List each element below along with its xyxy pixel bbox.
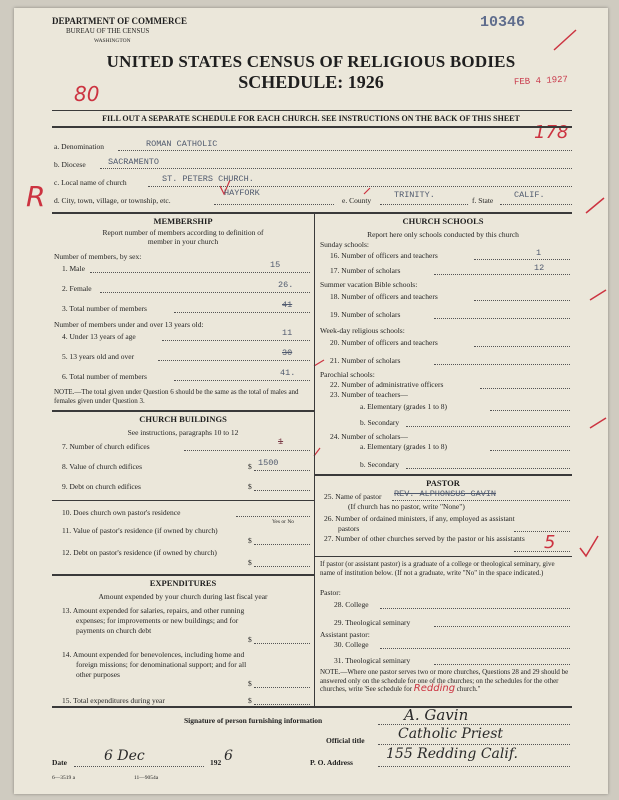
q13-currency: $	[248, 635, 252, 644]
rule	[52, 212, 572, 214]
denomination-value: ROMAN CATHOLIC	[146, 139, 218, 149]
date-label: Date	[52, 758, 67, 767]
q12-currency: $	[248, 558, 252, 567]
q17-value: 12	[534, 263, 545, 273]
mark-letter-r: R	[26, 180, 46, 213]
fill-line	[490, 450, 570, 451]
q27-value: 5	[544, 532, 556, 553]
rule	[52, 126, 572, 128]
census-form-page	[14, 8, 608, 794]
fill-line	[500, 204, 572, 205]
q13-label: 13. Amount expended for salaries, repairs, and other running expenses; for improvements or new buildings; and for payments on church debt	[62, 606, 245, 635]
check-mark-icon	[364, 188, 370, 194]
pastor-note: NOTE.—Where one pastor serves two or more churches, Questions 28 and 29 should be answered only on the schedule for one of the churches; on the schedules for the other churches, write 'See schedule for Redding church."	[320, 668, 569, 694]
fill-line	[392, 500, 570, 501]
q15-label: 15. Total expenditures during year	[62, 696, 165, 705]
q23-label: 23. Number of teachers—	[330, 390, 408, 399]
local-name-value: ST. PETERS CHURCH.	[162, 174, 254, 184]
q9-currency: $	[248, 482, 252, 491]
q9-label: 9. Debt on church edifices	[62, 482, 141, 491]
membership-intro-1: Report number of members according to definition of	[102, 228, 264, 237]
fill-line	[254, 566, 310, 567]
fill-line	[254, 687, 310, 688]
signature-value: A. Gavin	[404, 706, 469, 724]
q24a-label: a. Elementary (grades 1 to 8)	[360, 442, 448, 451]
fill-line	[434, 364, 570, 365]
summer-label: Summer vacation Bible schools:	[320, 280, 418, 289]
expenditures-heading: EXPENDITURES	[149, 578, 217, 588]
fill-line	[214, 204, 334, 205]
year-prefix: 192	[210, 758, 222, 767]
graduate-note: If pastor (or assistant pastor) is a graduate of a college or theological seminary, give name of institution below. (If not a graduate, write "No" in the space indicated.)	[320, 560, 555, 577]
buildings-subheading: See instructions, paragraphs 10 to 12	[127, 428, 239, 437]
q7-label: 7. Number of church edifices	[62, 442, 150, 451]
q21-label: 21. Number of scholars	[330, 356, 401, 365]
fill-line	[380, 648, 570, 649]
q24b-label: b. Secondary	[360, 460, 400, 469]
fill-line	[100, 292, 310, 293]
denomination-label: a. Denomination	[54, 142, 104, 151]
fill-line	[90, 272, 310, 273]
q30-label: 30. College	[334, 640, 369, 649]
q6-value: 41.	[280, 368, 296, 378]
state-value: CALIF.	[514, 190, 545, 200]
q26-label: 26. Number of ordained ministers, if any, employed as assistant pastors	[324, 514, 515, 533]
fill-line	[254, 704, 310, 705]
q19-label: 19. Number of scholars	[330, 310, 401, 319]
q10-hint: Yes or No	[272, 519, 295, 525]
po-address-value: 155 Redding Calif.	[386, 746, 518, 762]
state-label: f. State	[472, 196, 494, 205]
q5-value: 30	[282, 348, 293, 358]
sunday-label: Sunday schools:	[320, 240, 369, 249]
rule	[314, 474, 572, 476]
q17-label: 17. Number of scholars	[330, 266, 401, 275]
membership-note: NOTE.—The total given under Question 6 should be the same as the total of males and females given under Question 3.	[54, 388, 299, 405]
q3-value: 41	[282, 300, 293, 310]
q8-value: 1500	[258, 458, 279, 468]
fill-line	[236, 516, 310, 517]
q22-label: 22. Number of administrative officers	[330, 380, 444, 389]
signature-label: Signature of person furnishing information	[184, 716, 323, 725]
q25-label: 25. Name of pastor	[324, 492, 382, 501]
official-title-value: Catholic Priest	[398, 726, 504, 742]
assistant-subhead: Assistant pastor:	[320, 630, 370, 639]
rule	[52, 574, 314, 576]
q14-label: 14. Amount expended for benevolences, including home and foreign missions; for denominational support; and for all other purposes	[62, 650, 247, 679]
q23a-label: a. Elementary (grades 1 to 8)	[360, 402, 448, 411]
q1-value: 15	[270, 260, 281, 270]
rule	[52, 500, 314, 501]
date-value: 6 Dec	[104, 748, 145, 764]
fill-line	[434, 318, 570, 319]
fill-line	[480, 388, 570, 389]
q28-label: 28. College	[334, 600, 369, 609]
q12-label: 12. Debt on pastor's residence (if owned by church)	[62, 548, 217, 557]
form-title: UNITED STATES CENSUS OF RELIGIOUS BODIES	[106, 52, 516, 71]
fill-line	[434, 274, 570, 275]
instructions-line: FILL OUT A SEPARATE SCHEDULE FOR EACH CHURCH. SEE INSTRUCTIONS ON THE BACK OF THIS SHEET	[102, 114, 520, 123]
official-title-label: Official title	[326, 736, 365, 745]
q25-note: (If church has no pastor, write "None")	[348, 502, 465, 511]
q31-label: 31. Theological seminary	[334, 656, 411, 665]
q10-label: 10. Does church own pastor's residence	[62, 508, 181, 517]
q24-label: 24. Number of scholars—	[330, 432, 408, 441]
q20-label: 20. Number of officers and teachers	[330, 338, 438, 347]
fill-line	[254, 544, 310, 545]
parochial-label: Parochial schools:	[320, 370, 375, 379]
year-digit: 6	[224, 748, 233, 764]
check-mark-icon	[314, 360, 324, 366]
city-label: d. City, town, village, or township, etc.	[54, 196, 171, 205]
fill-line	[378, 766, 570, 767]
q2-value: 26.	[278, 280, 294, 290]
county-value: TRINITY.	[394, 190, 435, 200]
form-schedule: SCHEDULE: 1926	[238, 72, 384, 92]
expenditures-subheading: Amount expended by your church during last fiscal year	[98, 592, 268, 601]
fill-line	[490, 410, 570, 411]
q16-label: 16. Number of officers and teachers	[330, 251, 438, 260]
q11-label: 11. Value of pastor's residence (if owned by church)	[62, 526, 218, 535]
fill-line	[254, 490, 310, 491]
q8-currency: $	[248, 462, 252, 471]
rule	[52, 110, 572, 111]
buildings-heading: CHURCH BUILDINGS	[139, 414, 227, 424]
members-by-sex-label: Number of members, by sex:	[54, 252, 142, 261]
fill-line	[406, 468, 570, 469]
check-mark-icon	[586, 198, 604, 213]
fill-line	[162, 340, 310, 341]
serial-number: 10346	[480, 14, 526, 31]
weekday-label: Week-day religious schools:	[320, 326, 405, 335]
schools-intro: Report here only schools conducted by this church	[367, 230, 519, 239]
fill-line	[434, 626, 570, 627]
members-age-label: Number of members under and over 13 years old:	[54, 320, 204, 329]
q3-label: 3. Total number of members	[62, 304, 147, 313]
column-divider	[314, 212, 315, 706]
fill-line	[514, 551, 570, 552]
fill-line	[474, 259, 570, 260]
q25-value: REV. ALPHONSUS GAVIN	[394, 489, 497, 499]
fill-line	[378, 724, 570, 725]
q6-label: 6. Total number of members	[62, 372, 147, 381]
fill-line	[100, 168, 572, 169]
city-value: HAYFORK	[224, 188, 260, 198]
pastor-note-church: Redding	[413, 683, 456, 694]
diocese-label: b. Diocese	[54, 160, 86, 169]
mark-right-number: 178	[534, 122, 569, 143]
check-mark-icon	[554, 30, 576, 50]
rule	[52, 706, 572, 708]
county-label: e. County	[342, 196, 372, 205]
membership-heading: MEMBERSHIP	[153, 216, 213, 226]
q29-label: 29. Theological seminary	[334, 618, 411, 627]
q27-label: 27. Number of other churches served by the pastor or his assistants	[324, 534, 525, 543]
fill-line	[474, 300, 570, 301]
q4-label: 4. Under 13 years of age	[62, 332, 136, 341]
fill-line	[380, 608, 570, 609]
q8-label: 8. Value of church edifices	[62, 462, 143, 471]
fill-line	[174, 380, 310, 381]
fill-line	[406, 426, 570, 427]
pastor-subhead: Pastor:	[320, 588, 341, 597]
fill-line	[118, 150, 572, 151]
check-mark-icon	[580, 536, 598, 556]
q7-value: 1	[278, 437, 284, 447]
q14-currency: $	[248, 679, 252, 688]
q5-label: 5. 13 years old and over	[62, 352, 135, 361]
rule	[52, 410, 314, 412]
local-name-label: c. Local name of church	[54, 178, 127, 187]
fill-line	[254, 470, 310, 471]
q23b-label: b. Secondary	[360, 418, 400, 427]
fill-line	[380, 204, 468, 205]
q18-label: 18. Number of officers and teachers	[330, 292, 438, 301]
diocese-value: SACRAMENTO	[108, 157, 160, 167]
po-address-label: P. O. Address	[310, 758, 353, 767]
fill-line	[434, 664, 570, 665]
check-mark-icon	[590, 290, 606, 300]
q1-label: 1. Male	[62, 264, 85, 273]
q2-label: 2. Female	[62, 284, 92, 293]
fill-line	[184, 450, 310, 451]
schools-heading: CHURCH SCHOOLS	[402, 216, 484, 226]
fill-line	[254, 643, 310, 644]
form-number: 6—3519 a	[52, 775, 76, 781]
fill-line	[514, 531, 570, 532]
q4-value: 11	[282, 328, 293, 338]
fill-line	[148, 186, 572, 187]
fill-line	[74, 766, 204, 767]
fill-line	[158, 360, 310, 361]
q16-value: 1	[536, 248, 542, 258]
check-mark-icon	[590, 418, 606, 428]
print-code: 11—9054a	[134, 775, 159, 781]
rule	[314, 556, 572, 557]
fill-line	[474, 346, 570, 347]
pastor-heading: PASTOR	[426, 478, 460, 488]
q15-currency: $	[248, 696, 252, 705]
mark-left-number: 80	[74, 82, 100, 106]
q11-currency: $	[248, 536, 252, 545]
received-stamp: FEB 4 1927	[513, 74, 569, 88]
fill-line	[174, 312, 310, 313]
fill-line	[378, 744, 570, 745]
membership-intro-2: member in your church	[147, 237, 219, 246]
department-header: DEPARTMENT OF COMMERCE BUREAU OF THE CENSUS WASHINGTON	[52, 16, 188, 44]
